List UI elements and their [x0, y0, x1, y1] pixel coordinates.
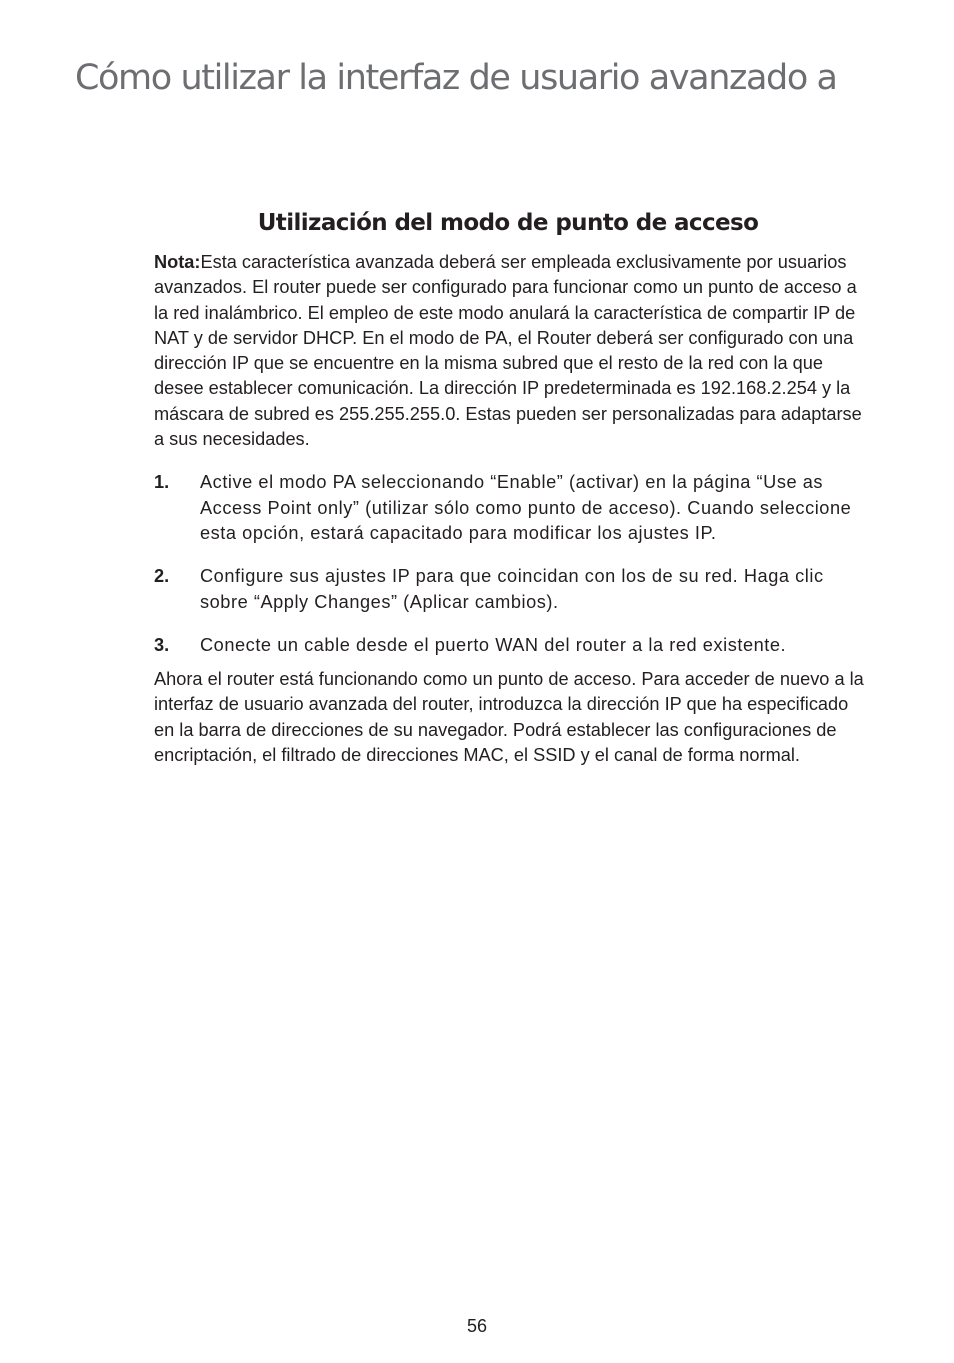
step-number: 3. [154, 634, 170, 655]
section-body [154, 250, 866, 768]
step-item [154, 633, 866, 658]
step-item [154, 470, 866, 546]
section-title: Utilización del modo de punto de acceso [257, 210, 759, 236]
note-paragraph [154, 250, 866, 452]
step-item [154, 564, 866, 615]
page-number: 56 [466, 1316, 488, 1336]
step-text: Configure sus ajustes IP para que coincidan con los de su red. Haga clic sobre “Apply Changes” (Aplicar cambios). [200, 566, 824, 612]
note-text: Esta característica avanzada deberá ser empleada exclusivamente por usuarios avanzados. El router puede ser configurado para funcionar como un punto de acceso a la red inalámbrico. El empleo de este modo anulará la característica de compartir IP de NAT y de servidor DHCP. En el modo de PA, el Router deberá ser configurado con una dirección IP que se encuentre en la misma subred que el resto de la red con la que desee establecer comunicación. La dirección IP predeterminada es 192.168.2.254 y la máscara de subred es 255.255.255.0. Estas pueden ser personalizadas para adaptarse a sus necesidades. [154, 252, 862, 450]
step-text: Conecte un cable desde el puerto WAN del router a la red existente. [200, 634, 787, 655]
step-number: 2. [154, 566, 170, 587]
running-header-title: Cómo utilizar la interfaz de usuario avanzado a [75, 58, 837, 98]
step-text: Active el modo PA seleccionando “Enable” (activar) en la página “Use as Access Point only” (utilizar sólo como punto de acceso). Cuando seleccione esta opción, estará capacitado para modificar los ajustes IP. [200, 472, 852, 543]
note-label: Nota: [154, 252, 201, 272]
closing-paragraph: Ahora el router está funcionando como un punto de acceso. Para acceder de nuevo a la interfaz de usuario avanzada del router, introduzca la dirección IP que ha especificado en la barra de direcciones de su navegador. Podrá establecer las configuraciones de encriptación, el filtrado de direcciones MAC, el SSID y el canal de forma normal. [154, 669, 864, 766]
steps-list [154, 470, 866, 658]
step-number: 1. [154, 472, 170, 493]
